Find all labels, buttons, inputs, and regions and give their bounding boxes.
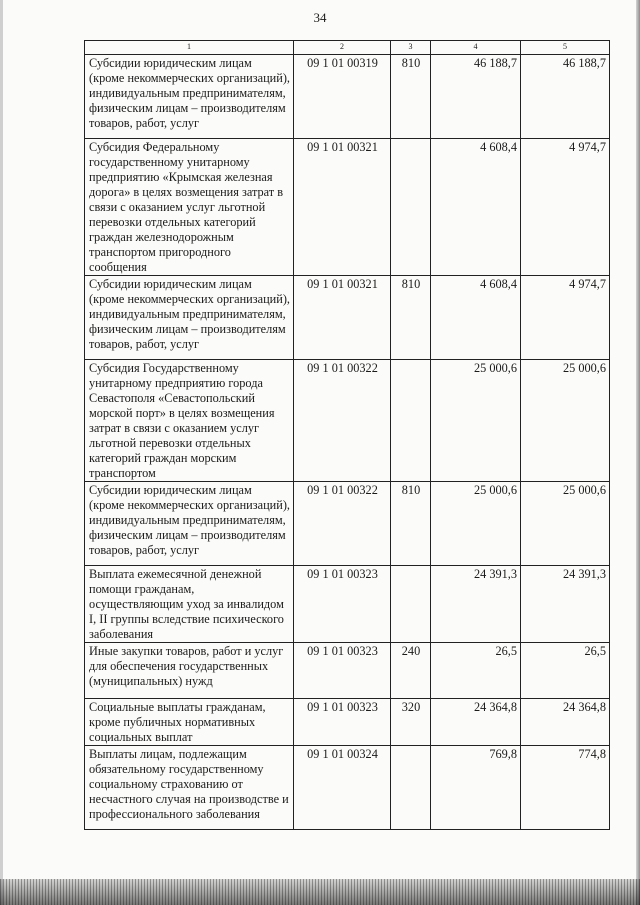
row-name: Субсидии юридическим лицам (кроме некоммерческих организаций), индивидуальным предпринимателям, физическим лицам – производителям товаров, работ, услуг: [85, 55, 294, 139]
row-name: Иные закупки товаров, работ и услуг для обеспечения государственных (муниципальных) нужд: [85, 643, 294, 699]
row-value-2: 24 364,8: [521, 699, 610, 746]
row-value-2: 25 000,6: [521, 360, 610, 482]
row-value-1: 25 000,6: [431, 482, 521, 566]
row-name: Выплаты лицам, подлежащим обязательному государственному социальному страхованию от несчастного случая на производстве и профессионального заболевания: [85, 746, 294, 830]
table-row: [85, 566, 610, 643]
row-name: Выплата ежемесячной денежной помощи гражданам, осуществляющим уход за инвалидом I, II группы вследствие психического заболевания: [85, 566, 294, 643]
row-name: Субсидии юридическим лицам (кроме некоммерческих организаций), индивидуальным предпринимателям, физическим лицам – производителям товаров, работ, услуг: [85, 276, 294, 360]
table-row: [85, 276, 610, 360]
table-row: [85, 643, 610, 699]
row-code: 09 1 01 00321: [294, 276, 391, 360]
row-value-2: 25 000,6: [521, 482, 610, 566]
row-value-2: 774,8: [521, 746, 610, 830]
row-code: 09 1 01 00324: [294, 746, 391, 830]
row-code: 09 1 01 00319: [294, 55, 391, 139]
row-expense-type: 810: [391, 482, 431, 566]
row-value-1: 4 608,4: [431, 276, 521, 360]
table-row: [85, 482, 610, 566]
column-header: 5: [521, 41, 610, 55]
row-name: Субсидия Государственному унитарному предприятию города Севастополя «Севастопольский морской порт» в целях возмещения затрат в связи с оказанием услуг льготной перевозки отдельных категорий граждан морским транспортом: [85, 360, 294, 482]
row-value-2: 46 188,7: [521, 55, 610, 139]
row-value-1: 46 188,7: [431, 55, 521, 139]
table-row: [85, 139, 610, 276]
row-value-2: 26,5: [521, 643, 610, 699]
table-header-row: [85, 41, 610, 55]
row-value-1: 25 000,6: [431, 360, 521, 482]
scan-noise-bottom: [0, 879, 640, 905]
row-code: 09 1 01 00323: [294, 566, 391, 643]
row-value-1: 26,5: [431, 643, 521, 699]
row-name: Субсидии юридическим лицам (кроме некоммерческих организаций), индивидуальным предпринимателям, физическим лицам – производителям товаров, работ, услуг: [85, 482, 294, 566]
row-value-2: 24 391,3: [521, 566, 610, 643]
row-code: 09 1 01 00321: [294, 139, 391, 276]
row-code: 09 1 01 00323: [294, 699, 391, 746]
row-expense-type: [391, 746, 431, 830]
row-value-1: 24 364,8: [431, 699, 521, 746]
row-name: Социальные выплаты гражданам, кроме публичных нормативных социальных выплат: [85, 699, 294, 746]
column-header: 3: [391, 41, 431, 55]
row-value-2: 4 974,7: [521, 276, 610, 360]
row-expense-type: 320: [391, 699, 431, 746]
row-value-1: 769,8: [431, 746, 521, 830]
table-row: [85, 699, 610, 746]
row-name: Субсидия Федеральному государственному унитарному предприятию «Крымская железная дорога» в целях возмещения затрат в связи с оказанием услуг льготной перевозки отдельных категорий граждан железнодорожным транспортом пригородного сообщения: [85, 139, 294, 276]
row-expense-type: [391, 139, 431, 276]
row-value-1: 24 391,3: [431, 566, 521, 643]
row-expense-type: 810: [391, 276, 431, 360]
table-row: [85, 55, 610, 139]
row-expense-type: 240: [391, 643, 431, 699]
scan-edge-left: [0, 0, 3, 905]
row-expense-type: [391, 566, 431, 643]
column-header: 1: [85, 41, 294, 55]
row-expense-type: [391, 360, 431, 482]
table-row: [85, 746, 610, 830]
row-value-2: 4 974,7: [521, 139, 610, 276]
row-code: 09 1 01 00322: [294, 482, 391, 566]
column-header: 2: [294, 41, 391, 55]
budget-table: [84, 40, 610, 830]
row-value-1: 4 608,4: [431, 139, 521, 276]
scan-edge-right: [636, 0, 640, 905]
row-code: 09 1 01 00323: [294, 643, 391, 699]
column-header: 4: [431, 41, 521, 55]
row-expense-type: 810: [391, 55, 431, 139]
page-number: 34: [313, 10, 327, 25]
row-code: 09 1 01 00322: [294, 360, 391, 482]
table-row: [85, 360, 610, 482]
